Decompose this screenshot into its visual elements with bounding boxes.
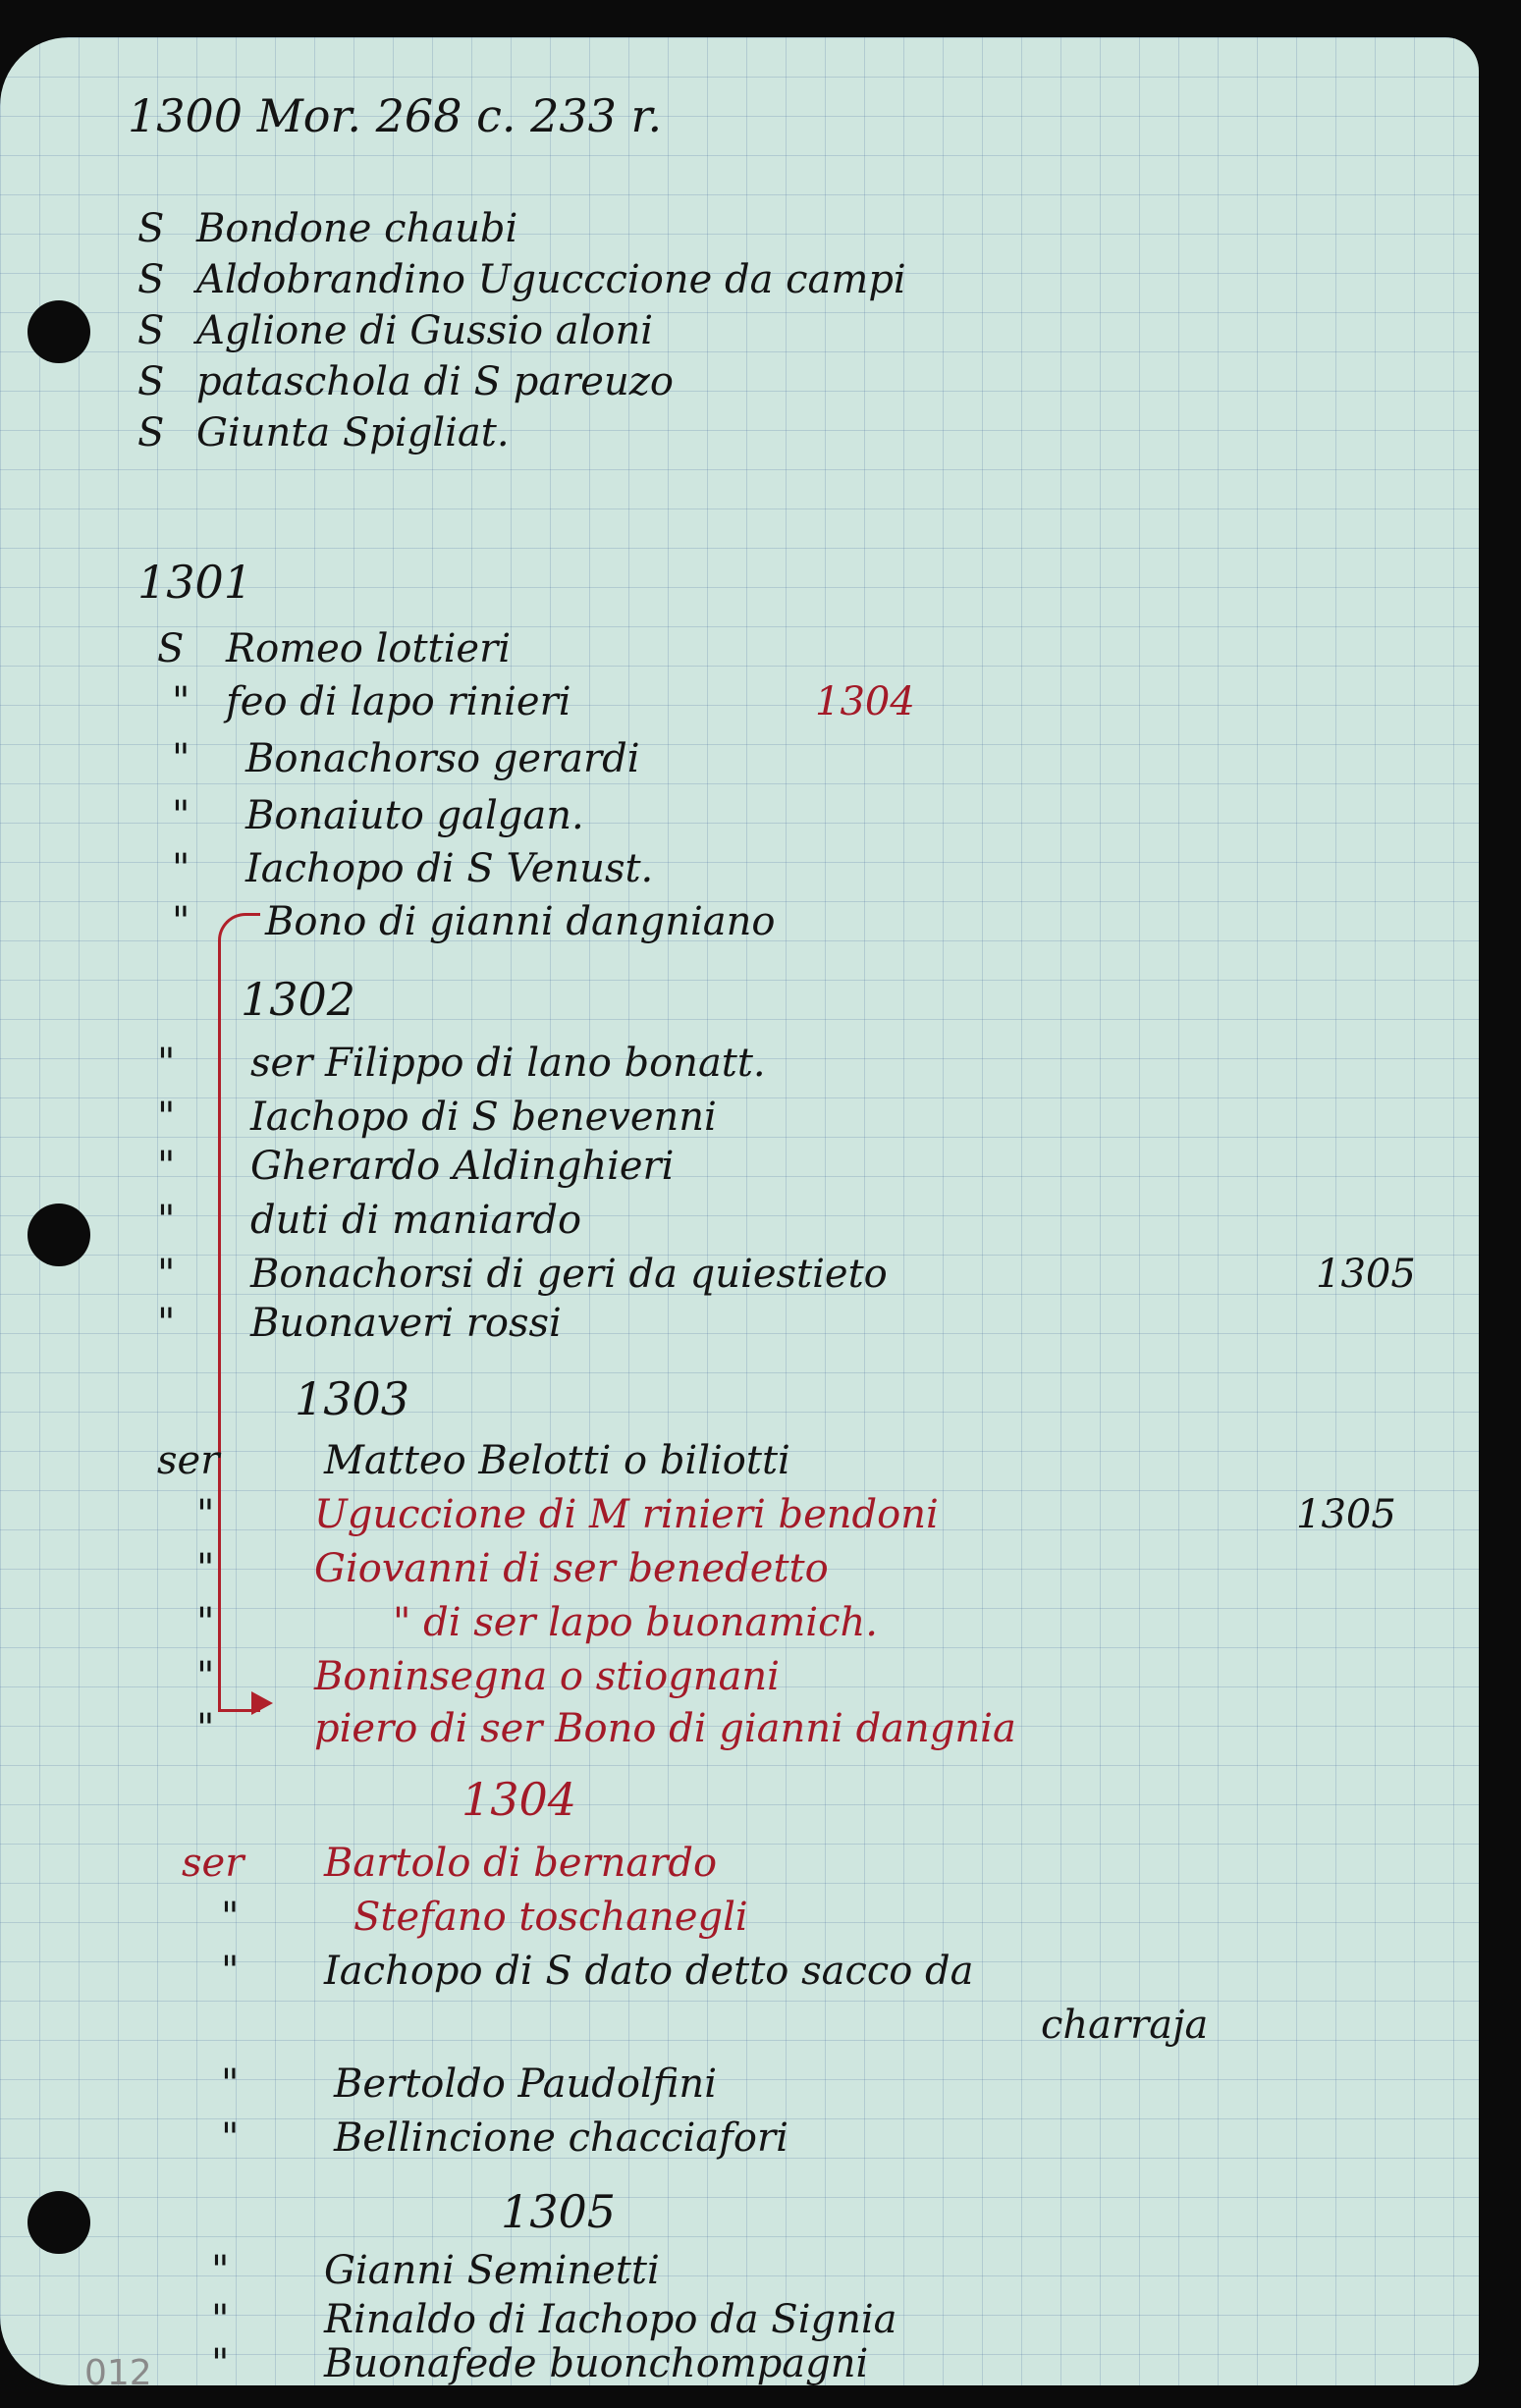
entry-mark: " bbox=[196, 1600, 215, 1645]
entry-text: Bonaiuto galgan. bbox=[245, 793, 584, 838]
entry-mark: " bbox=[172, 793, 190, 838]
year-heading: 1303 bbox=[295, 1372, 410, 1425]
entry-text: Bono di gianni dangniano bbox=[265, 899, 776, 944]
entry-mark: " bbox=[221, 2061, 240, 2107]
year-heading: 1304 bbox=[462, 1773, 577, 1826]
entry-text: Bellincione chacciafori bbox=[334, 2115, 788, 2161]
entry-mark: " bbox=[196, 1654, 215, 1699]
entry-mark: S bbox=[137, 257, 165, 302]
entry-mark: " bbox=[157, 1041, 176, 1086]
entry-mark: ser bbox=[157, 1438, 220, 1483]
entry-text: Aldobrandino Ugucccione da campi bbox=[196, 257, 906, 302]
entry-mark: " bbox=[196, 1706, 215, 1751]
entry-text: ser Filippo di lano bonatt. bbox=[250, 1041, 766, 1086]
entry-mark: " bbox=[157, 1198, 176, 1243]
entry-mark: " bbox=[172, 846, 190, 891]
entry-text: Bonachorsi di geri da quiestieto bbox=[250, 1252, 888, 1297]
entry-mark: S bbox=[137, 308, 165, 353]
entry-mark: " bbox=[172, 679, 190, 724]
entry-text: Bartolo di bernardo bbox=[324, 1841, 718, 1886]
entry-text: Matteo Belotti o biliotti bbox=[324, 1438, 790, 1483]
entry-mark: S bbox=[137, 410, 165, 455]
entry-text: Uguccione di M rinieri bendoni bbox=[314, 1492, 939, 1537]
entry-text: feo di lapo rinieri bbox=[226, 679, 571, 724]
entry-mark: S bbox=[157, 626, 185, 671]
entry-text: piero di ser Bono di gianni dangnia bbox=[314, 1706, 1016, 1751]
entry-mark: " bbox=[157, 1095, 176, 1140]
entry-note: 1304 bbox=[815, 679, 915, 724]
entry-mark: " bbox=[157, 1301, 176, 1346]
document-card bbox=[0, 37, 1479, 2385]
entry-mark: " bbox=[196, 1546, 215, 1591]
entry-text: Gherardo Aldinghieri bbox=[250, 1144, 675, 1189]
entry-mark: " bbox=[157, 1252, 176, 1297]
entry-text: Iachopo di S benevenni bbox=[250, 1095, 717, 1140]
entry-mark: " bbox=[172, 736, 190, 781]
entry-mark: S bbox=[137, 206, 165, 251]
arrow-icon bbox=[251, 1691, 273, 1715]
entry-mark: ser bbox=[182, 1841, 244, 1886]
entry-mark: " bbox=[221, 1949, 240, 1994]
page-number: 012 bbox=[84, 2353, 152, 2385]
entry-note: 1305 bbox=[1296, 1492, 1396, 1537]
entry-mark: " bbox=[221, 2115, 240, 2161]
header-line: 1300 Mor. 268 c. 233 r. bbox=[128, 89, 663, 142]
entry-text: Iachopo di S dato detto sacco da bbox=[324, 1949, 974, 1994]
punch-hole-middle bbox=[27, 1204, 90, 1266]
entry-text: Boninsegna o stiognani bbox=[314, 1654, 780, 1699]
entry-text: Romeo lottieri bbox=[226, 626, 511, 671]
entry-note: 1305 bbox=[1316, 1252, 1416, 1297]
entry-mark: " bbox=[196, 1492, 215, 1537]
entry-mark: " bbox=[211, 2297, 230, 2342]
entry-text: Gianni Seminetti bbox=[324, 2248, 660, 2293]
entry-text: duti di maniardo bbox=[250, 1198, 582, 1243]
entry-text: Rinaldo di Iachopo da Signia bbox=[324, 2297, 897, 2342]
entry-text: Iachopo di S Venust. bbox=[245, 846, 654, 891]
entry-mark: S bbox=[137, 359, 165, 404]
entry-mark: " bbox=[157, 1144, 176, 1189]
entry-mark: " bbox=[211, 2248, 230, 2293]
entry-text: Stefano toschanegli bbox=[353, 1895, 748, 1940]
entry-text: pataschola di S pareuzo bbox=[196, 359, 674, 404]
entry-text: Aglione di Gussio aloni bbox=[196, 308, 654, 353]
punch-hole-top bbox=[27, 300, 90, 363]
entry-mark: " bbox=[211, 2341, 230, 2385]
year-heading: 1301 bbox=[137, 556, 253, 609]
entry-mark: " bbox=[221, 1895, 240, 1940]
entry-text: Giunta Spigliat. bbox=[196, 410, 510, 455]
entry-text: Bertoldo Paudolfini bbox=[334, 2061, 717, 2107]
entry-text: Buonafede buonchompagni bbox=[324, 2341, 869, 2385]
year-heading: 1302 bbox=[241, 973, 356, 1026]
year-heading: 1305 bbox=[501, 2185, 617, 2238]
punch-hole-bottom bbox=[27, 2191, 90, 2254]
entry-text: " di ser lapo buonamich. bbox=[393, 1600, 878, 1645]
entry-text: charraja bbox=[1041, 2003, 1209, 2048]
entry-text: Bonachorso gerardi bbox=[245, 736, 640, 781]
entry-mark: " bbox=[172, 899, 190, 944]
entry-text: Buonaveri rossi bbox=[250, 1301, 562, 1346]
entry-text: Bondone chaubi bbox=[196, 206, 518, 251]
entry-text: Giovanni di ser benedetto bbox=[314, 1546, 829, 1591]
